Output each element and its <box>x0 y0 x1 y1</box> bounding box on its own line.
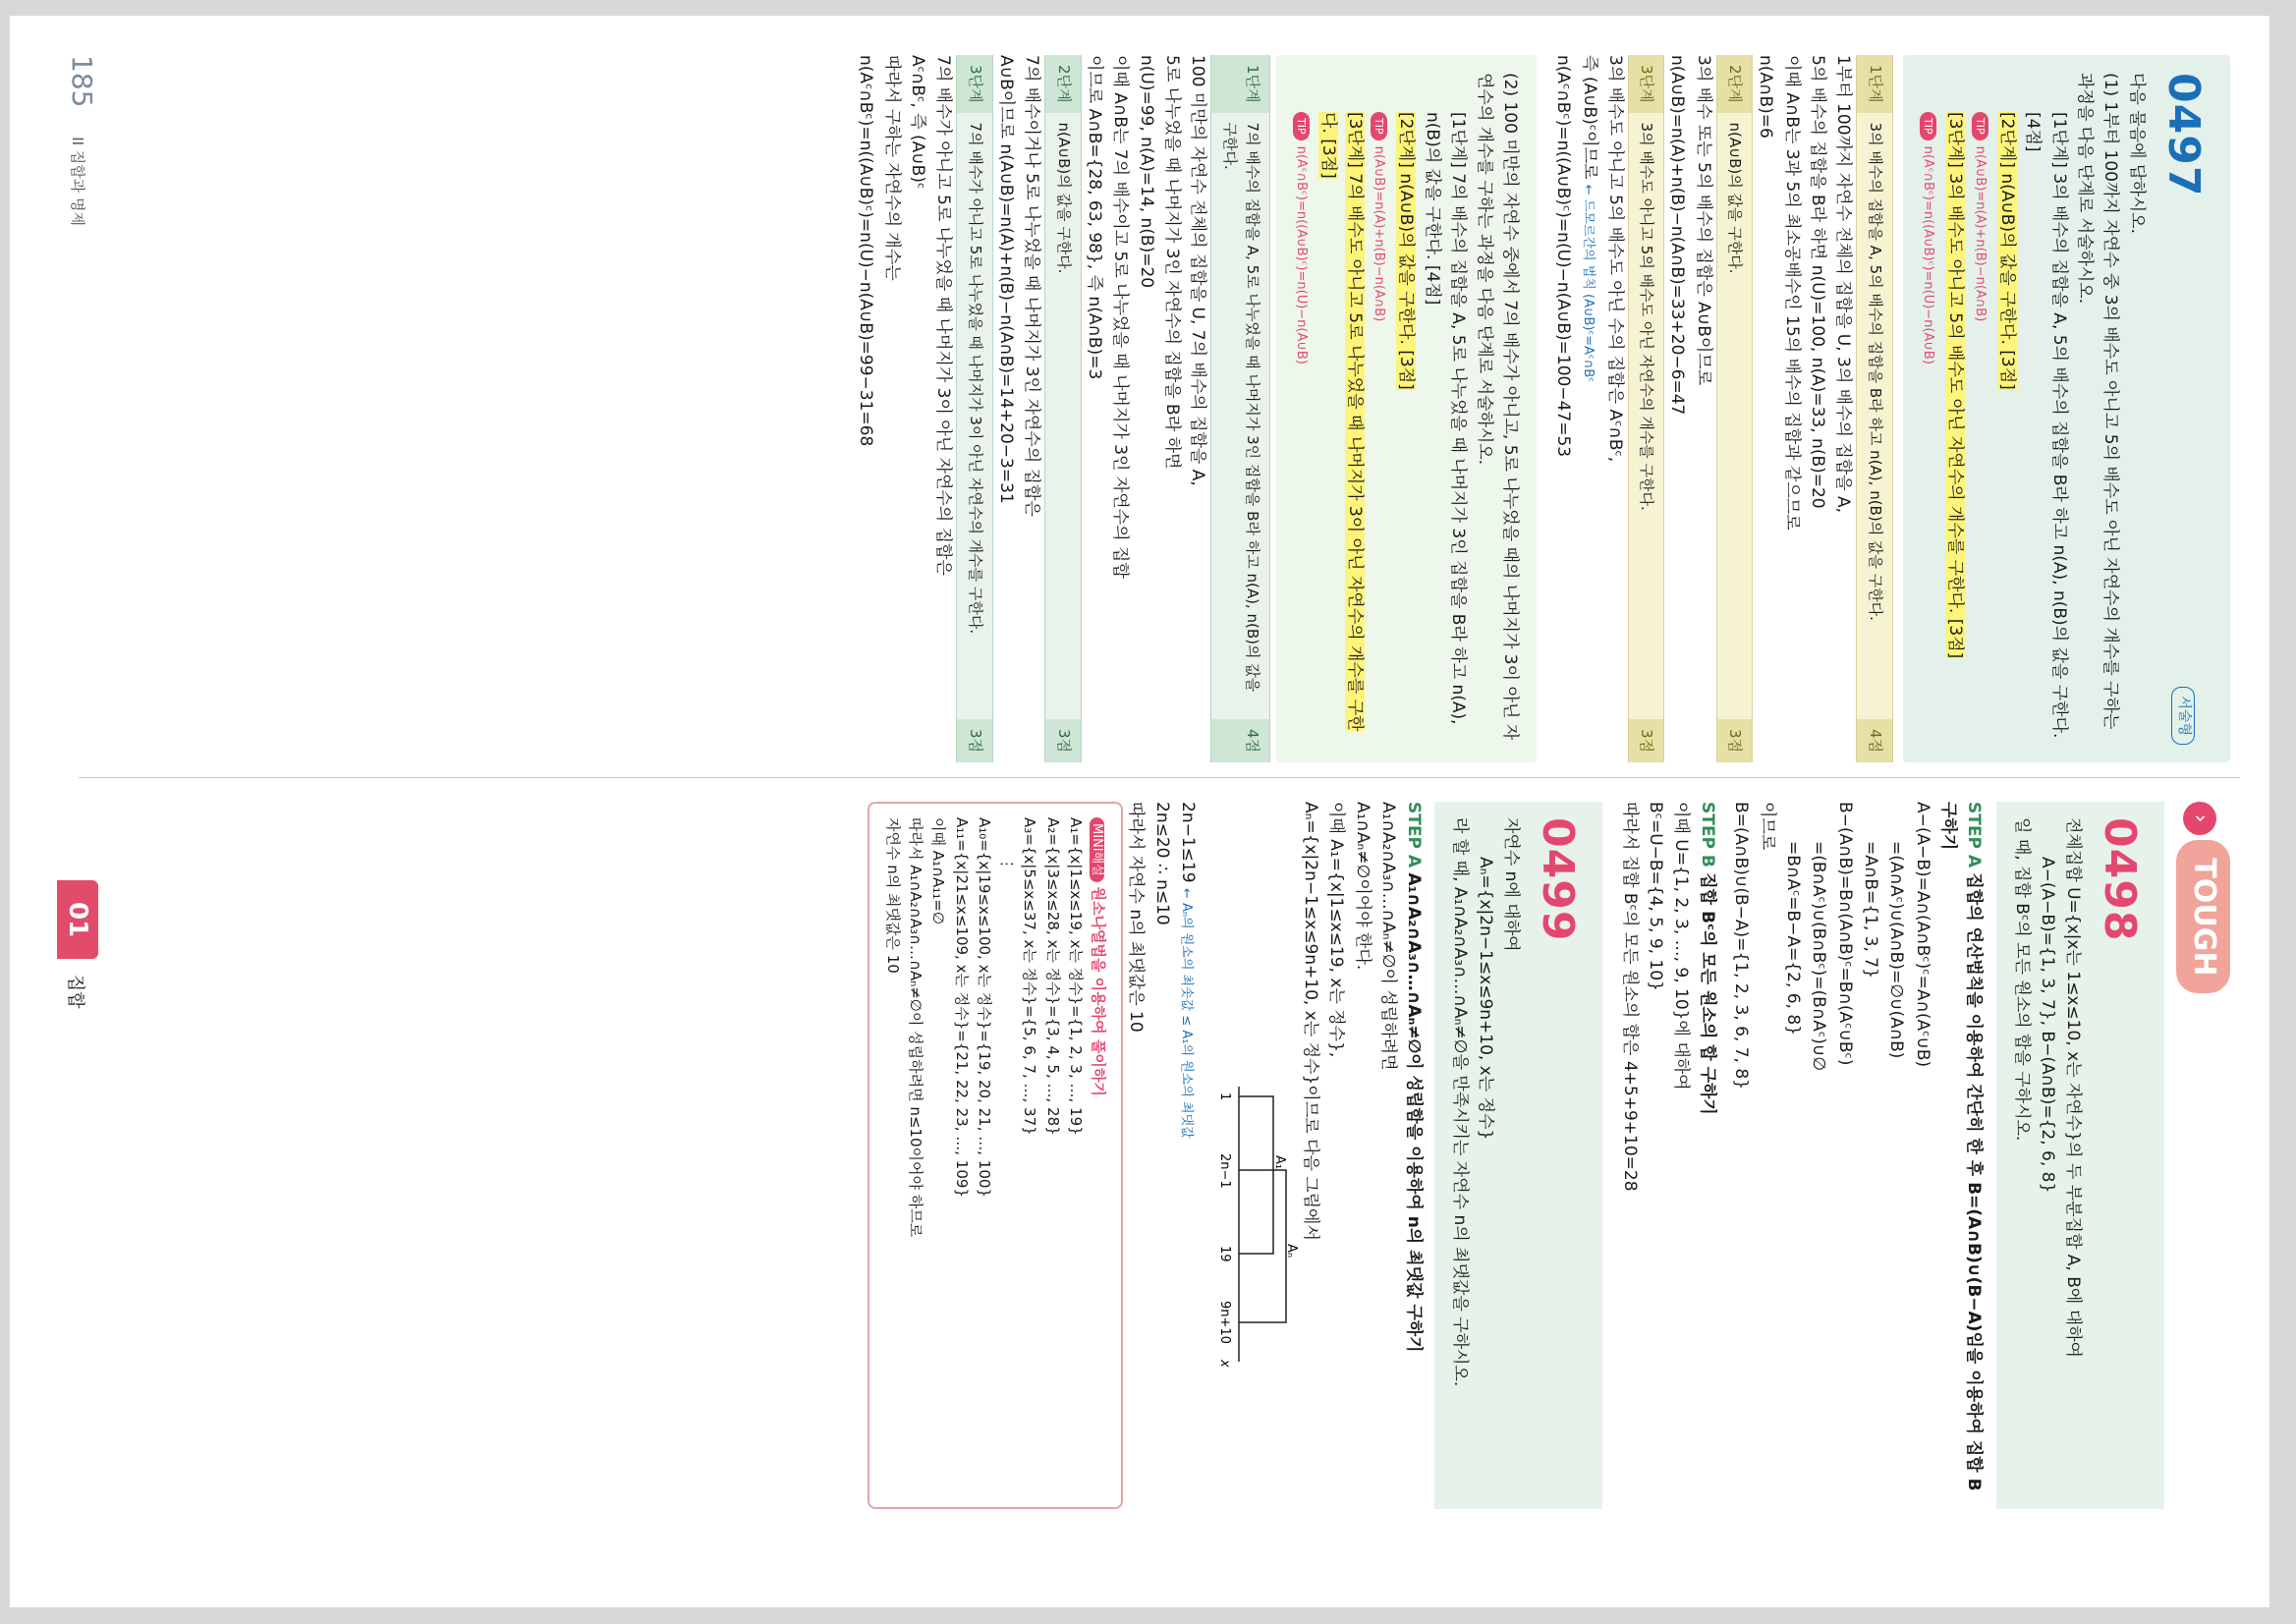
problem-0498-text: A−(A−B)={1, 3, 7}, B−(A∩B)={2, 6, 8} <box>2037 857 2057 1194</box>
tick-label: 9n+10 <box>1216 1301 1232 1344</box>
mini-line: 이때 A₁∩A₁₁=∅ <box>929 817 948 924</box>
tip-badge: TIP <box>1920 112 1936 140</box>
question-2-step-3-tip: TIPn(Aᶜ∩Bᶜ)=n((A∪B)ᶜ)=n(U)−n(A∪B) <box>1290 73 1316 745</box>
tough-label: TOUGH <box>2177 840 2231 993</box>
mini-line: ⋮ <box>998 857 1017 871</box>
solution-line: 2n−1≤19 ← Aₙ의 원소의 최솟값 ≤ A₁의 원소의 최댓값 <box>1178 802 1199 1139</box>
mini-line: 자연수 n의 최댓값은 10 <box>883 817 902 974</box>
problem-number: 0498 <box>2095 817 2146 942</box>
problem-prompt: 다음 물음에 답하시오. <box>2126 73 2147 235</box>
solution-1 <box>1550 55 1893 762</box>
solution-line: 2n≤20 ∴ n≤10 <box>1151 802 1172 925</box>
question-1-step-2-tip: TIPn(A∪B)=n(A)+n(B)−n(A∩B) <box>1968 73 1993 745</box>
solution-line: B=(A∩B)∪(B−A)={1, 2, 3, 6, 7, 8} <box>1731 802 1752 1090</box>
tick-label: 2n−1 <box>1216 1153 1232 1189</box>
solution-2-line: 이므로 A∩B={28, 63, 98}, 즉 n(A∩B)=3 <box>1084 55 1104 380</box>
problem-0499-text: 자연수 n에 대하여 <box>1501 817 1522 952</box>
solution-line: A₁∩A₂∩A₃∩…∩Aₙ≠∅이 성립하려면 <box>1377 802 1398 1071</box>
column-divider <box>79 777 2240 778</box>
solution-line: =B∩Aᶜ=B−A={2, 6, 8} <box>1782 841 1803 1036</box>
page-footer <box>66 55 98 226</box>
solution-1-line: 1부터 100까지 자연수 전체의 집합을 U, 3의 배수의 집합을 A, <box>1833 55 1854 514</box>
solution-2-line: 5로 나누었을 때 나머지가 3인 자연수의 집합을 B라 하면 <box>1161 55 1182 470</box>
solution-2 <box>853 55 1270 762</box>
problem-0499-text: 라 할 때, A₁∩A₂∩A₃∩…∩Aₙ≠∅을 만족시키는 자연수 n의 최댓값을 구하시오. <box>1449 817 1470 1387</box>
problem-0497-box <box>1903 55 2230 762</box>
solution-2-step-1-bar: 1단계 7의 배수의 집합을 A, 5로 나누었을 때 나머지가 3인 집합을 B라 하고 n(A), n(B)의 값을 구한다. 4점 <box>1210 55 1270 762</box>
interval-a1 <box>1239 1096 1273 1254</box>
page-number: 185 <box>66 55 98 108</box>
question-2-step-3: [3단계] 7의 배수도 아니고 5로 나누었을 때 나머지가 3이 아닌 자연수의 개수를 구한다. [3점] <box>1318 112 1365 732</box>
axis-label: x <box>1216 1360 1232 1368</box>
question-2-step-1: [1단계] 7의 배수의 집합을 A, 5로 나누었을 때 나머지가 3인 집합을 B라 하고 n(A), n(B)의 값을 구한다. [4점] <box>1422 112 1469 725</box>
solution-line: Bᶜ=U−B={4, 5, 9, 10} <box>1646 802 1666 991</box>
solution-2-line: n(U)=99, n(A)=14, n(B)=20 <box>1136 55 1156 289</box>
solution-line: =(B∩Aᶜ)∪(B∩Bᶜ)=(B∩Aᶜ)∪∅ <box>1809 841 1829 1072</box>
solution-2-line: 100 미만의 자연수 전체의 집합을 U, 7의 배수의 집합을 A, <box>1188 55 1208 486</box>
solution-line: 이때 A₁={x|1≤x≤19, x는 정수}, <box>1326 802 1347 1058</box>
solution-line: Aₙ={x|2n−1≤x≤9n+10, x는 정수}이므로 다음 그림에서 <box>1300 802 1320 1241</box>
solution-2-line: A∪B이므로 n(A∪B)=n(A)+n(B)−n(A∩B)=14+20−3=31 <box>995 55 1016 504</box>
problem-number: 0497 <box>2158 73 2209 197</box>
step-b-heading: STEP B 집합 Bᶜ의 모든 원소의 합 구하기 <box>1697 802 1717 1115</box>
tip-badge: TIP <box>1972 112 1988 140</box>
mini-line: 따라서 A₁∩A₂∩A₃∩…∩Aₙ≠∅이 성립하려면 n≤10이어야 하므로 <box>907 817 925 1238</box>
interval-diagram <box>1209 1077 1298 1372</box>
question-2: (2) 100 미만의 자연수 중에서 7의 배수가 아니고, 5로 나누었을 때의 나머지가 3이 아닌 자연수의 개수를 구하는 과정을 다음 단계로 서술하시오. <box>1474 73 1520 741</box>
solution-2-line: n(Aᶜ∩Bᶜ)=n((A∪B)ᶜ)=n(U)−n(A∪B)=99−31=68 <box>856 55 876 447</box>
mini-line: A₁₁={x|21≤x≤109, x는 정수}={21, 22, 23, …, 109} <box>952 817 971 1198</box>
tick-label: 1 <box>1216 1092 1232 1101</box>
chapter-title: 집합 <box>65 974 85 1009</box>
solution-2-step-3-bar: 3단계 7의 배수가 아니고 5로 나누었을 때 나머지가 3이 아닌 자연수의 개수를 구한다. 3점 <box>956 55 992 762</box>
mini-solution-box <box>868 802 1124 1509</box>
solution-1-line: 5의 배수의 집합을 B라 하면 n(U)=100, n(A)=33, n(B)=20 <box>1808 55 1828 509</box>
solution-line: A−(A−B)=A∩(A∩Bᶜ)ᶜ=A∩(Aᶜ∪B) <box>1912 802 1932 1068</box>
rotated-content <box>10 16 2269 1607</box>
solution-line: 따라서 집합 Bᶜ의 모든 원소의 합은 4+5+9+10=28 <box>1619 802 1640 1192</box>
tough-banner <box>2177 802 2231 1509</box>
solution-1-step-1-bar: 1단계 3의 배수의 집합을 A, 5의 배수의 집합을 B라 하고 n(A), n(B)의 값을 구한다. 4점 <box>1856 55 1892 762</box>
section-title: II 집합과 명제 <box>69 137 86 227</box>
solution-1-step-2-bar: 2단계 n(A∪B)의 값을 구한다. 3점 <box>1716 55 1753 762</box>
mini-line: A₁={x|1≤x≤19, x는 정수}={1, 2, 3, …, 19} <box>1066 817 1085 1136</box>
question-1: (1) 1부터 100까지 자연수 중 3의 배수도 아니고 5의 배수도 아닌 자연수의 개수를 구하는 과정을 다음 단계로 서술하시오. <box>2075 73 2121 730</box>
question-2-step-2-tip: TIPn(A∪B)=n(A)+n(B)−n(A∩B) <box>1368 73 1393 745</box>
solution-1-line: n(A∩B)=6 <box>1756 55 1776 139</box>
solution-2-line: 7의 배수가 아니고 5로 나누었을 때 나머지가 3이 아닌 자연수의 집합은 <box>933 55 954 576</box>
solution-line: B−(A∩B)=B∩(A∩B)ᶜ=B∩(Aᶜ∪Bᶜ) <box>1834 802 1855 1066</box>
interval-an <box>1239 1170 1286 1322</box>
mini-line: A₂={x|3≤x≤28, x는 정수}={3, 4, 5, …, 28} <box>1043 817 1062 1136</box>
solution-2-line: 7의 배수이거나 5로 나누었을 때 나머지가 3인 자연수의 집합은 <box>1022 55 1042 517</box>
solution-2-line: Aᶜ∩Bᶜ, 즉 (A∪B)ᶜ <box>908 55 928 190</box>
column-0498-0499 <box>868 802 2230 1509</box>
problem-0498-text: 일 때, 집합 Bᶜ의 모든 원소의 합을 구하시오. <box>2011 817 2032 1142</box>
problem-0498-text: 전체집합 U={x|x는 1≤x≤10, x는 자연수}의 두 부분집합 A, B에 대하여 <box>2063 817 2084 1358</box>
solution-line: 이때 U={1, 2, 3, …, 9, 10}에 대하여 <box>1671 802 1692 1091</box>
mini-heading: MINI해설 원소나열법을 이용하여 풀이하기 <box>1087 817 1109 1493</box>
solution-line: =A∩B={1, 3, 7} <box>1860 841 1880 979</box>
step-a-heading: STEP A 집합의 연산법칙을 이용하여 간단히 한 후 B=(A∩B)∪(B−A)임을 이용하여 집합 B 구하기 <box>1937 802 1985 1491</box>
solution-1-step-3-bar: 3단계 3의 배수도 아니고 5의 배수도 아닌 자연수의 개수를 구한다. 3점 <box>1628 55 1664 762</box>
problem-0499-box <box>1434 802 1602 1509</box>
solution-1-line: n(A∪B)=n(A)+n(B)−n(A∩B)=33+20−6=47 <box>1667 55 1688 416</box>
step-a-heading: STEP A A₁∩A₂∩A₃∩…∩Aₙ≠∅이 성립함을 이용하여 n의 최댓값 구하기 <box>1404 802 1425 1353</box>
question-1-step-3-tip: TIPn(Aᶜ∩Bᶜ)=n((A∪B)ᶜ)=n(U)−n(A∪B) <box>1917 73 1942 745</box>
problem-0498-box <box>1996 802 2164 1509</box>
scanned-page <box>10 16 2269 1607</box>
mini-line: A₁₀={x|19≤x≤100, x는 정수}={19, 20, 21, …, 100} <box>975 817 993 1198</box>
solution-2-line: 따라서 구하는 자연수의 개수는 <box>881 55 902 281</box>
solution-line: =(A∩Aᶜ)∪(A∩B)=∅∪(A∩B) <box>1886 841 1907 1059</box>
chevron-right-icon: › <box>2183 802 2216 835</box>
question-2-box <box>1276 55 1537 762</box>
solution-2-line: 이때 A∩B는 7의 배수이고 5로 나누었을 때 나머지가 3인 자연수의 집합 <box>1110 55 1131 579</box>
solution-1-line: n(Aᶜ∩Bᶜ)=n((A∪B)ᶜ)=n(U)−n(A∪B)=100−47=53 <box>1553 55 1574 458</box>
solution-1-line: 즉 (A∪B)ᶜ이므로 ← 드모르간의 법칙 (A∪B)ᶜ=Aᶜ∩Bᶜ <box>1579 55 1599 383</box>
chapter-number: 01 <box>57 880 98 959</box>
question-2-step-2: [2단계] n(A∪B)의 값을 구한다. [3점] <box>1396 112 1417 390</box>
set-label-a1: A₁ <box>1271 1155 1287 1170</box>
solution-line: 따라서 자연수 n의 최댓값은 10 <box>1126 802 1147 1033</box>
chapter-tab <box>57 880 98 1009</box>
problem-0499-text: Aₙ={x|2n−1≤x≤9n+10, x는 정수} <box>1475 857 1495 1141</box>
tick-label: 19 <box>1216 1246 1232 1262</box>
solution-1-line: 3의 배수 또는 5의 배수의 집합은 A∪B이므로 <box>1693 55 1713 386</box>
problem-number: 0499 <box>1533 817 1584 942</box>
question-1-step-2: [2단계] n(A∪B)의 값을 구한다. [3점] <box>1997 112 2018 390</box>
mini-line: A₃={x|5≤x≤37, x는 정수}={5, 6, 7, …, 37} <box>1021 817 1039 1136</box>
solution-1-line: 3의 배수도 아니고 5의 배수도 아닌 수의 집합은 Aᶜ∩Bᶜ, <box>1604 55 1625 463</box>
solution-1-line: 이때 A∩B는 3과 5의 최소공배수인 15의 배수의 집합과 같으므로 <box>1781 55 1802 531</box>
question-1-step-1: [1단계] 3의 배수의 집합을 A, 5의 배수의 집합을 B라 하고 n(A), n(B)의 값을 구한다. [4점] <box>2023 112 2069 739</box>
solution-line: A₁∩Aₙ≠∅이어야 한다. <box>1352 802 1372 971</box>
essay-badge: 서술형 <box>2171 687 2195 745</box>
solution-line: 이므로 <box>1757 802 1777 851</box>
column-0497 <box>853 55 2230 762</box>
solution-2-step-2-bar: 2단계 n(A∪B)의 값을 구한다. 3점 <box>1044 55 1081 762</box>
question-1-step-3: [3단계] 3의 배수도 아니고 5의 배수도 아닌 자연수의 개수를 구한다. [3점] <box>1945 112 1966 659</box>
set-label-an: Aₙ <box>1283 1244 1298 1259</box>
